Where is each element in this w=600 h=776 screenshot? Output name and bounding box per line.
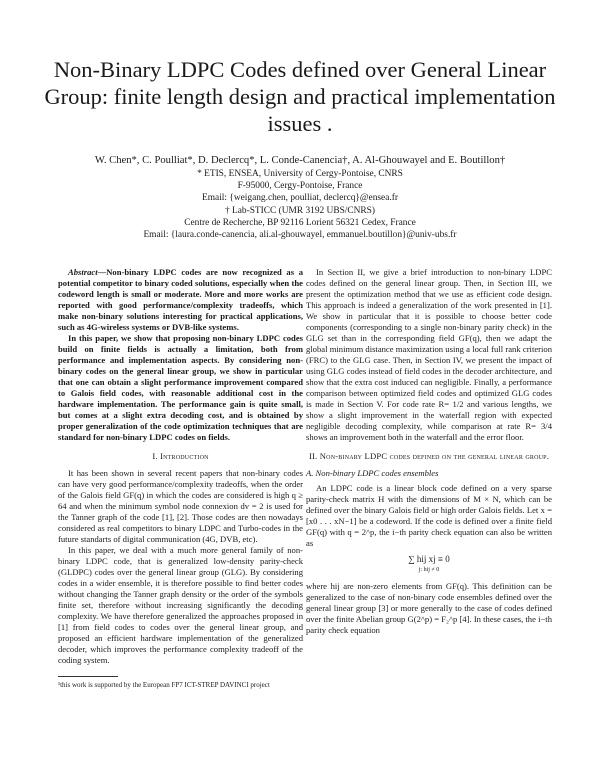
- affiliation-line: Email: {laura.conde-canencia, ali.al-ghouwayel, emmanuel.boutillon}@univ-ubs.fr: [143, 230, 457, 241]
- footnote: ¹this work is supported by the European FP7 ICT-STREP DAVINCI project: [58, 681, 270, 689]
- parity-check-equation: [306, 554, 552, 576]
- author-list: W. Chen*, C. Poulliat*, D. Declercq*, L. Conde-Canencia†, A. Al-Ghouwayel and E. Boutillon†: [94, 155, 506, 166]
- abstract-paragraph-2: In this paper, we show that proposing non-binary LDPC codes build on finite fields is actually a limitation, both from performance and implementation aspects. By considering non-binary codes on the general linear group, we show in particular that one can obtain a slight performance improvement compared to Galois field codes, with reasonable additional cost in the hardware implementation. The performance gain is quite small, but comes at a slight extra decoding cost, and is obtained by proper generalization of the code optimization techniques that are standard for non-binary LDPC codes on fields.: [58, 333, 303, 442]
- paper-title: Non-Binary LDPC Codes defined over General Linear Group: finite length design and practical implementation issues .: [44, 57, 556, 136]
- abstract-paragraph: [58, 267, 303, 333]
- affiliations: [40, 168, 560, 241]
- body-paragraph: In this paper, we deal with a much more general family of non-binary LDPC code, that is generalized low-density parity-check (GLDPC) codes over the general linear group (GLG). By considering codes in a wider ensemble, it is therefore possible to find better codes without changing the Tanner graph density or the order of the symbols finite set, therefore without increasing significantly the decoding complexity. We have therefore generalized the approaches proposed in [1] from field codes to codes over the general linear group, and proposed an efficient hardware implementation of the generalized decoder, which improves the performance complexity tradeoff of the coding system.: [58, 545, 303, 665]
- affiliation-line: * ETIS, ENSEA, University of Cergy-Pontoise, CNRS: [197, 169, 403, 179]
- footnote-divider: [58, 676, 118, 677]
- equation-main: ∑ hij xj ≡ 0: [408, 554, 450, 564]
- subsection-heading-a: A. Non-binary LDPC codes ensembles: [306, 468, 439, 478]
- body-paragraph: It has been shown in several recent papers that non-binary codes can have very good performance/complexity tradeoffs, when the order of the Galois field GF(q) in which the codes are considered is high q ≥ 64 and when the minimum symbol node connexion dv = 2 is used for the Tanner graph of the code [1], [2]. Those codes are then nowadays considered as real competitors to binary LDPC and Turbo-codes in the future standarts of digital communication (4G, DVB, etc).: [58, 468, 303, 544]
- body-paragraph: where hij are non-zero elements from GF(q). This definition can be generalized to the case of non-binary code ensembles defined over the general linear group [3] or more generally to the case of codes defined over the finite Abelian group G(2^p) = F₂^p [4]. In these cases, the i−th parity check equation: [306, 581, 552, 635]
- abstract-lead: Abstract: [68, 267, 98, 277]
- right-column: [306, 267, 552, 636]
- body-paragraph: An LDPC code is a linear block code defined on a very sparse parity-check matrix H with the dimensions of M × N, which can be defined over the binary Galois field or high order Galois fields. Let x = [x0 . . . xN−1] be a codeword. If the code is defined over a finite field GF(q) with q = 2^p, the i−th parity check equation can also be written as: [306, 483, 552, 548]
- section-heading-2: II. Non-binary LDPC codes defined on the general linear group.: [308, 451, 550, 461]
- affiliation-line: F-95000, Cergy-Pontoise, France: [237, 181, 363, 192]
- abstract-text: —Non-binary LDPC codes are now recognized as a potential competitor to binary coded solutions, especially when the codeword length is small or moderate. More and more works are reported with good performance/complexity tradeoffs, which make non-binary solutions interesting for practical applications, such as 4G-wireless systems or DVB-like systems.: [58, 267, 303, 332]
- body-paragraph: In Section II, we give a brief introduction to non-binary LDPC codes defined on the general linear group. Then, in Section III, we present the optimization method that we use as efficient code design. This approach is indeed a generalization of the work presented in [1]. We show in particular that it is possible to choose better code components (corresponding to a single non-binary parity check) in the GLG set than in the corresponding field GF(q), then we adapt the global minimum distance maximization using a local full rank criterion (FRC) to the GLG case. Then, in Section IV, we present the impact of using GLG codes instead of field codes in the decoder architecture, and show that the extra cost induced can negligible. Finally, a performance comparison between optimized field codes and optimized GLG codes is made in Section V. For code rate R= 1/2 and various lengths, we show a slight improvement in the waterfall region with expected negligible decoding complexity, while comparison at rate R= 3/4 shows an improvement both in the waterfall and the error floor.: [306, 267, 552, 442]
- affiliation-line: Email: {weigang.chen, poulliat, declercq}@ensea.fr: [202, 193, 398, 204]
- equation-subscript: j: hij ≠ 0: [418, 567, 440, 573]
- section-heading-introduction: I. Introduction: [152, 451, 209, 461]
- left-column: [58, 267, 303, 690]
- affiliation-line: † Lab-STICC (UMR 3192 UBS/CNRS): [224, 205, 375, 216]
- affiliation-line: Centre de Recherche, BP 92116 Lorient 56321 Cedex, France: [184, 217, 416, 228]
